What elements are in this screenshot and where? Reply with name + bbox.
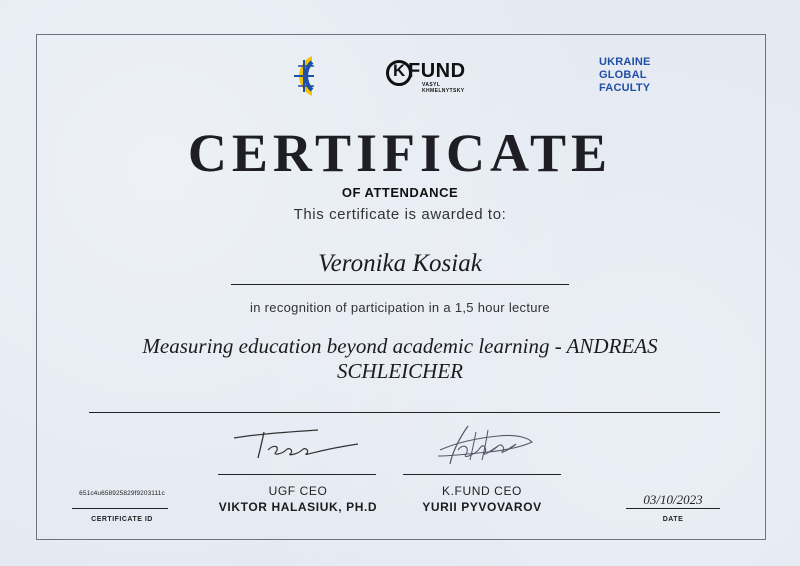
certificate-subtitle: OF ATTENDANCE (341, 185, 459, 200)
ugf-ceo-signature (228, 424, 368, 464)
awarded-text: This certificate is awarded to: (293, 206, 507, 223)
kfund-ceo-signature-line (403, 474, 561, 475)
ugf-ceo-name: VIKTOR HALASIUK, PH.D (218, 500, 378, 514)
date-label: DATE (662, 516, 684, 523)
kfund-ceo-signature (428, 420, 548, 470)
lecture-title: Measuring education beyond academic learning - ANDREAS SCHLEICHER (142, 334, 658, 383)
kfund-k-letter: K (393, 61, 406, 80)
recognition-text: in recognition of participation in a 1,5 hour lecture (250, 300, 550, 315)
date-value: 03/10/2023 (643, 492, 703, 507)
ugf-ceo-signature-line (218, 474, 376, 475)
divider-line (89, 412, 720, 413)
kfund-ceo-name: YURII PYVOVAROV (422, 500, 542, 514)
recipient-name: Veronika Kosiak (318, 250, 482, 277)
ugf-ceo-role: UGF CEO (268, 484, 328, 498)
kfund-sub1: VASYL (422, 82, 441, 88)
certificate-border (36, 34, 766, 540)
ugf-logo-text (599, 56, 651, 95)
kfund-logo (386, 58, 498, 98)
logos-row (0, 50, 800, 102)
kfund-ceo-role: K.FUND CEO (441, 484, 522, 498)
ugf-logo-line1: UKRAINE (599, 56, 651, 68)
certificate-id-line (72, 508, 168, 509)
ugf-logo-line3: FACULTY (599, 82, 651, 94)
certificate-id-label: CERTIFICATE ID (91, 516, 153, 523)
date-line (626, 508, 720, 509)
ugf-globe-icon (284, 52, 314, 100)
ugf-logo-line2: GLOBAL (599, 69, 647, 81)
kfund-sub2: KHMELNYTSKY (422, 88, 465, 94)
kfund-name: FUND (408, 60, 466, 82)
certificate-title: CERTIFICATE (187, 123, 613, 183)
recipient-underline (231, 284, 569, 285)
certificate-id-value: 651c4u658925829f9203111c (79, 490, 165, 497)
kfund-subtitle (422, 82, 482, 94)
